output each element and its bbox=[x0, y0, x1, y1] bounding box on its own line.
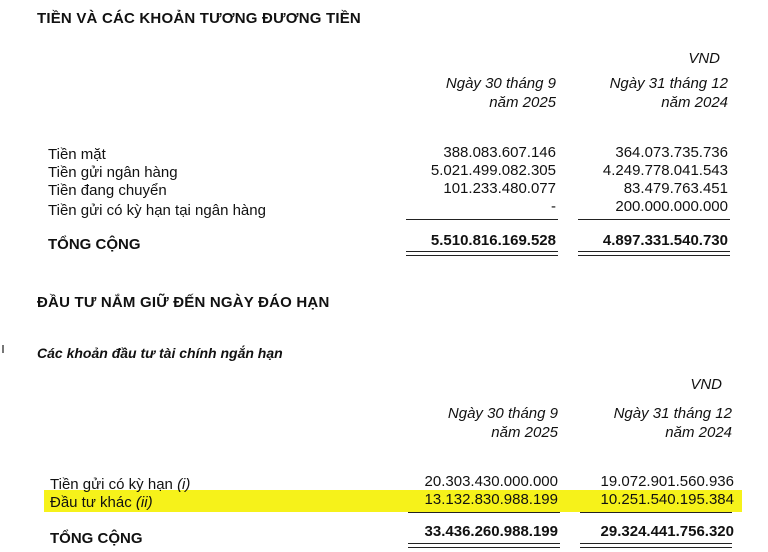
htm-row-label-text: Tiền gửi có kỳ hạn bbox=[50, 476, 173, 493]
htm-total-value-2024: 29.324.441.756.320 bbox=[600, 523, 734, 540]
htm-row-label bbox=[50, 494, 153, 511]
cash-col1-line1: Ngày 30 tháng 9 bbox=[445, 75, 556, 92]
cash-column-header-2025 bbox=[446, 74, 556, 112]
cash-total-double-rule-2025 bbox=[406, 251, 558, 256]
htm-total-value-2025: 33.436.260.988.199 bbox=[424, 523, 558, 540]
cash-column-header-2024 bbox=[610, 74, 728, 112]
htm-total-label: TỔNG CỘNG bbox=[50, 530, 143, 547]
htm-row-note: (ii) bbox=[135, 494, 153, 511]
cash-total-double-rule-2024 bbox=[578, 251, 730, 256]
cash-total-label: TỔNG CỘNG bbox=[48, 236, 141, 253]
htm-subtotal-rule-2024 bbox=[580, 512, 732, 513]
htm-col1-line1: Ngày 30 tháng 9 bbox=[447, 405, 558, 422]
htm-row-value-2024: 10.251.540.195.384 bbox=[600, 491, 734, 508]
cash-subtotal-rule-2025 bbox=[406, 219, 558, 220]
margin-mark bbox=[2, 345, 4, 353]
cash-total-value-2025: 5.510.816.169.528 bbox=[430, 232, 556, 249]
htm-column-header-2024 bbox=[614, 404, 732, 442]
htm-row-label bbox=[50, 476, 190, 493]
htm-row-value-2025: 20.303.430.000.000 bbox=[424, 473, 558, 490]
cash-subtotal-rule-2024 bbox=[578, 219, 730, 220]
cash-row-label: Tiền đang chuyển bbox=[48, 182, 167, 199]
cash-row-value-2025: 101.233.480.077 bbox=[443, 180, 556, 197]
cash-row-label: Tiền gửi có kỳ hạn tại ngân hàng bbox=[48, 202, 266, 219]
htm-column-header-2025 bbox=[448, 404, 558, 442]
htm-unit-label: VND bbox=[690, 376, 722, 393]
cash-row-value-2024: 4.249.778.041.543 bbox=[602, 162, 728, 179]
htm-total-double-rule-2025 bbox=[408, 543, 560, 548]
cash-row-label: Tiền gửi ngân hàng bbox=[48, 164, 178, 181]
cash-row-value-2024: 200.000.000.000 bbox=[615, 198, 728, 215]
cash-row-value-2024: 364.073.735.736 bbox=[615, 144, 728, 161]
htm-total-double-rule-2024 bbox=[580, 543, 732, 548]
cash-col2-line2: năm 2024 bbox=[661, 94, 728, 111]
cash-col2-line1: Ngày 31 tháng 12 bbox=[609, 75, 728, 92]
htm-subtotal-rule-2025 bbox=[408, 512, 560, 513]
htm-col2-line1: Ngày 31 tháng 12 bbox=[613, 405, 732, 422]
cash-row-value-2025: 388.083.607.146 bbox=[443, 144, 556, 161]
htm-row-value-2025: 13.132.830.988.199 bbox=[424, 491, 558, 508]
htm-section-title: ĐẦU TƯ NẮM GIỮ ĐẾN NGÀY ĐÁO HẠN bbox=[37, 294, 330, 311]
htm-col1-line2: năm 2025 bbox=[491, 424, 558, 441]
cash-col1-line2: năm 2025 bbox=[489, 94, 556, 111]
cash-section-title: TIỀN VÀ CÁC KHOẢN TƯƠNG ĐƯƠNG TIỀN bbox=[37, 10, 361, 27]
cash-total-value-2024: 4.897.331.540.730 bbox=[602, 232, 728, 249]
htm-row-value-2024: 19.072.901.560.936 bbox=[600, 473, 734, 490]
htm-row-note: (i) bbox=[177, 476, 191, 493]
htm-col2-line2: năm 2024 bbox=[665, 424, 732, 441]
htm-subtitle: Các khoản đầu tư tài chính ngắn hạn bbox=[37, 345, 283, 361]
cash-row-value-2024: 83.479.763.451 bbox=[623, 180, 728, 197]
cash-row-value-2025: 5.021.499.082.305 bbox=[430, 162, 556, 179]
cash-row-label: Tiền mặt bbox=[48, 146, 106, 163]
cash-unit-label: VND bbox=[688, 50, 720, 67]
htm-row-label-text: Đầu tư khác bbox=[50, 494, 132, 511]
cash-row-value-2025: - bbox=[551, 198, 556, 215]
